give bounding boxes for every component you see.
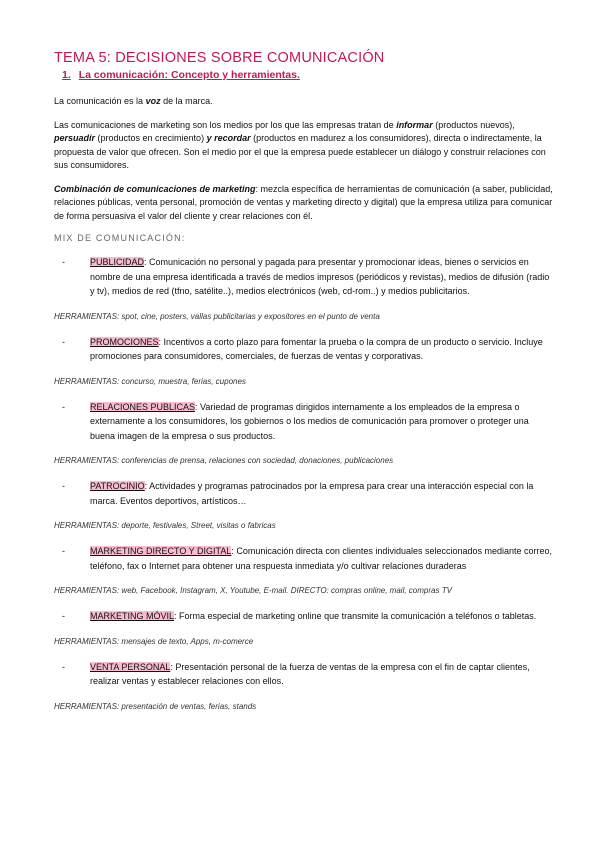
document-title: TEMA 5: DECISIONES SOBRE COMUNICACIÓN: [54, 50, 385, 66]
term-description: : Comunicación no personal y pagada para presentar y promocionar ideas, bienes o servicios en nombre de una empresa identificada a través de medios impresos (periódicos y revistas), medios de difusión (radio y tv), medios de red (tfno, satélite..), medios electrónicos (web, cd-rom..) y medios publicitarios.: [90, 257, 550, 296]
emphasis-combinacion: Combinación de comunicaciones de marketing: [54, 183, 256, 194]
list-item: [54, 479, 553, 508]
text-run: (productos en crecimiento): [95, 133, 207, 143]
list-item: [54, 609, 553, 624]
list-dash: -: [62, 257, 65, 267]
section-number: 1.: [62, 69, 71, 81]
list-item: [54, 400, 553, 444]
paragraph-definition: [54, 119, 553, 173]
term-highlight: VENTA PERSONAL: [90, 661, 171, 672]
list-dash: -: [62, 661, 65, 672]
term-highlight: PATROCINIO: [90, 481, 145, 491]
emphasis-voz: voz: [145, 96, 161, 106]
term-description: : Variedad de programas dirigidos internamente a los empleados de la empresa o externamente a los consumidores, los gobiernos o los medios de comunicación para promover o proteger una buena imagen de la empresa o sus productos.: [90, 401, 529, 441]
list-dash: -: [62, 546, 65, 556]
tools-line: HERRAMIENTAS: spot, cine, posters, vallas publicitarias y expositores en el punto de venta: [54, 311, 380, 321]
list-dash: -: [62, 336, 65, 347]
section-heading: [62, 69, 553, 81]
list-item: [54, 660, 553, 689]
list-item-body: [90, 335, 553, 364]
list-item-body: [90, 660, 553, 689]
list-item: [54, 255, 553, 299]
emphasis-persuadir: persuadir: [54, 133, 96, 143]
mix-list: [54, 255, 553, 713]
list-dash: -: [62, 611, 65, 621]
list-item: [54, 544, 553, 573]
mix-heading: MIX DE COMUNICACIÓN:: [54, 233, 186, 243]
paragraph-voz: [54, 95, 553, 109]
term-description: : Comunicación directa con clientes individuales seleccionados mediante correo, teléfono, fax o Internet para obtener una respuesta inmediata y/o cultivar relaciones duraderas: [90, 546, 553, 571]
term-highlight: MARKETING MÓVIL: [90, 611, 175, 621]
text-run: (productos en madurez a los consumidores), directa o indirectamente, la propuesta de valor que ofrecen. Son el medio por el que la empresa puede establecer un diálogo y construir relaciones con sus consumidores.: [54, 133, 546, 170]
paragraph-combinacion: [54, 183, 553, 224]
tools-line: HERRAMIENTAS: mensajes de texto, Apps, m-comerce: [54, 636, 254, 646]
term-description: : Forma especial de marketing online que transmite la comunicación a teléfonos o tabletas.: [174, 611, 537, 621]
text-run: (productos nuevos),: [432, 119, 515, 130]
section-heading-text: La comunicación: Concepto y herramientas.: [78, 69, 300, 81]
tools-line: HERRAMIENTAS: concurso, muestra, ferias, cupones: [54, 376, 246, 386]
tools-line: HERRAMIENTAS: conferencias de prensa, relaciones con sociedad, donaciones, publicaciones: [54, 456, 394, 465]
term-highlight: PROMOCIONES: [90, 336, 159, 347]
term-highlight: MARKETING DIRECTO Y DIGITAL: [90, 546, 232, 556]
list-item-body: [90, 479, 553, 508]
tools-line: HERRAMIENTAS: presentación de ventas, ferias, stands: [54, 701, 257, 711]
term-highlight: RELACIONES PUBLICAS: [90, 401, 196, 412]
list-dash: -: [62, 401, 65, 412]
term-highlight: PUBLICIDAD: [90, 257, 145, 267]
term-description: : Incentivos a corto plazo para fomentar la prueba o la compra de un producto o servicio. Incluye promociones para consumidores, comerciales, de fuerzas de ventas y corporativas.: [90, 336, 543, 361]
emphasis-recordar: y recordar: [206, 133, 251, 143]
text-run: : mezcla específica de herramientas de comunicación (a saber, publicidad, relaciones públicas, venta personal, promoción de ventas y marketing directo y digital) que la empresa utiliza para comunicar de forma persuasiva el valor del cliente y crear relaciones con él.: [54, 183, 553, 221]
tools-line: HERRAMIENTAS: web, Facebook, Instagram, X, Youtube, E-mail. DIRECTO: compras online, mail, compras TV: [54, 586, 452, 595]
emphasis-informar: informar: [396, 119, 433, 130]
list-item-body: [90, 400, 553, 444]
tools-line: HERRAMIENTAS: deporte, festivales, Street, visitas o fabricas: [54, 521, 276, 530]
list-item-body: [90, 255, 553, 299]
term-description: : Actividades y programas patrocinados por la empresa para crear una interacción especial con la marca. Eventos deportivos, artísticos…: [90, 481, 534, 506]
text-run: Las comunicaciones de marketing son los medios por los que las empresas tratan de: [54, 119, 397, 130]
list-item-body: [90, 609, 553, 624]
list-dash: -: [62, 481, 65, 491]
list-item: [54, 335, 553, 364]
term-description: : Presentación personal de la fuerza de ventas de la empresa con el fin de captar clientes, realizar ventas y establecer relaciones con ellos.: [90, 661, 530, 686]
text-run: de la marca.: [160, 96, 213, 106]
text-run: La comunicación es la: [54, 96, 146, 106]
list-item-body: [90, 544, 553, 573]
